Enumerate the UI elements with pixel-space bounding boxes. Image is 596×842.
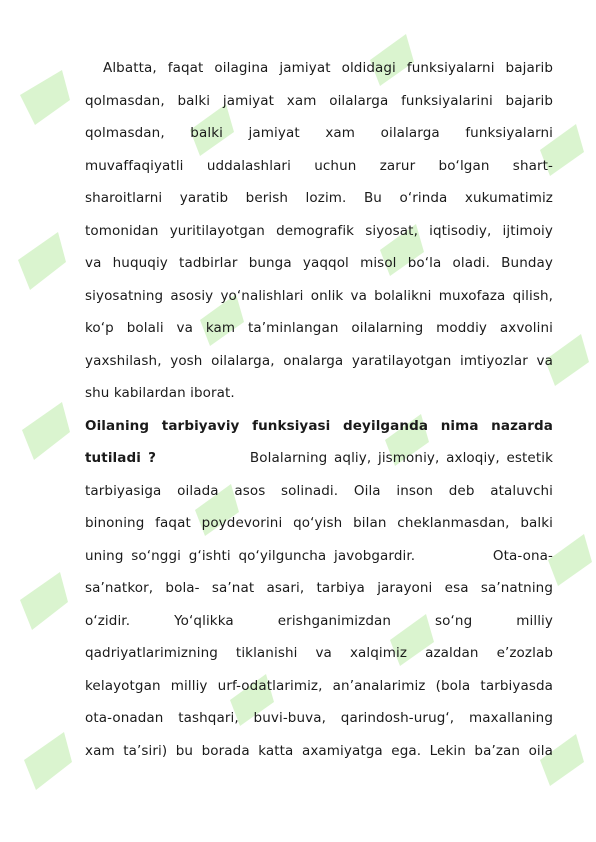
text-line: sharoitlarni yaratib berish lozim. Bu o‘rinda xukumatimiz xyxy=(85,190,553,206)
watermark-arrow-icon xyxy=(24,732,72,790)
text-line: qadriyatlarimizning tiklanishi va xalqimiz azaldan e’zozlab xyxy=(85,645,553,661)
watermark-arrow-icon xyxy=(18,232,66,290)
question-heading-end: tutiladi ? xyxy=(85,450,157,466)
text-line: uning so‘nggi g‘ishti qo‘yilguncha javobgardir. Ota-ona- xyxy=(85,547,553,564)
watermark-arrow-icon xyxy=(548,534,592,586)
text-line: ota-onadan tashqari, buvi-buva, qarindosh-urug‘, maxallaning xyxy=(85,710,553,726)
text-line: tomonidan yuritilayotgan demografik siyosat, iqtisodiy, ijtimoiy xyxy=(85,222,553,239)
document-page xyxy=(85,52,553,767)
text-line: muvaffaqiyatli uddalashlari uchun zarur bo‘lgan shart- xyxy=(85,157,553,174)
question-answer-start: Bolalarning aqliy, jismoniy, axloqiy, estetik xyxy=(249,450,553,466)
watermark-arrow-icon xyxy=(20,572,68,630)
question-heading: Oilaning tarbiyaviy funksiyasi deyilganda nima nazarda xyxy=(85,417,553,434)
text-line: shu kabilardan iborat. xyxy=(85,385,235,401)
text-line: yaxshilash, yosh oilalarga, onalarga yaratilayotgan imtiyozlar va xyxy=(85,352,553,369)
text-line: xam ta’siri) bu borada katta axamiyatga ega. Lekin ba’zan oila xyxy=(85,742,553,759)
text-line: kelayotgan milliy urf-odatlarimiz, an’analarimiz (bola tarbiyasda xyxy=(85,677,553,694)
paragraph-1 xyxy=(85,52,553,410)
text-line: ko‘p bolali va kam ta’minlangan oilalarning moddiy axvolini xyxy=(85,320,553,336)
text-line: o‘zidir. Yo‘qlikka erishganimizdan so‘ng milliy xyxy=(85,612,553,629)
watermark-arrow-icon xyxy=(20,70,70,125)
text-line: Albatta, faqat oilagina jamiyat oldidagi funksiyalarni bajarib xyxy=(103,60,553,76)
text-line: qolmasdan, balki jamiyat xam oilalarga funksiyalarini bajarib xyxy=(85,92,553,109)
text-line: qolmasdan, balki jamiyat xam oilalarga funksiyalarni xyxy=(85,125,553,141)
text-line: va huquqiy tadbirlar bunga yaqqol misol bo‘la oladi. Bunday xyxy=(85,255,553,271)
watermark-arrow-icon xyxy=(22,402,70,460)
paragraph-2 xyxy=(85,410,553,768)
text-line: binoning faqat poydevorini qo‘yish bilan cheklanmasdan, balki xyxy=(85,515,553,531)
text-line: siyosatning asosiy yo‘nalishlari onlik va bolalikni muxofaza qilish, xyxy=(85,287,553,304)
text-line: tarbiyasiga oilada asos solinadi. Oila inson deb ataluvchi xyxy=(85,482,553,499)
text-line: sa’natkor, bola- sa’nat asari, tarbiya jarayoni esa sa’natning xyxy=(85,580,553,596)
question-line-2 xyxy=(85,442,553,475)
